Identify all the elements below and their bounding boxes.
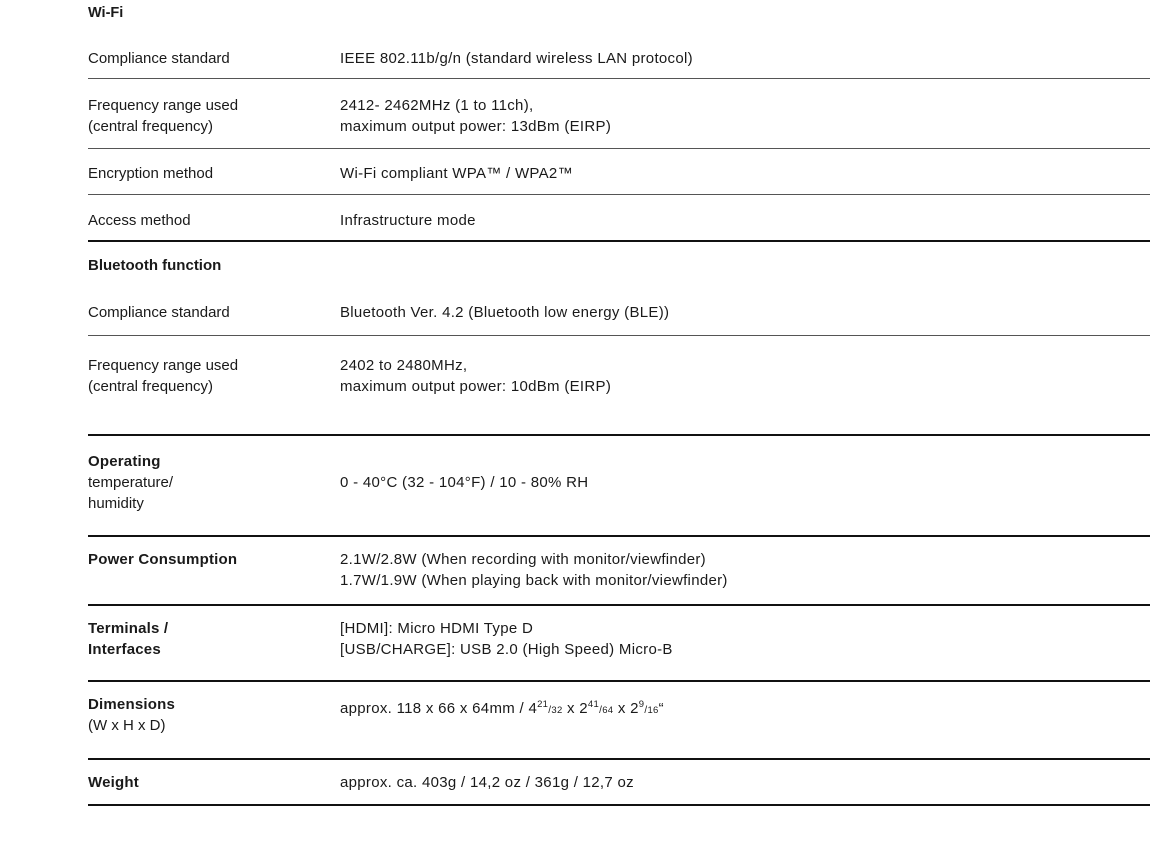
terminals-label — [88, 618, 328, 660]
operating-label-line1: temperature/ — [88, 474, 174, 491]
wifi-section-title: Wi-Fi — [88, 5, 124, 21]
dimensions-label-sub: (W x H x D) — [88, 717, 166, 734]
wifi-compliance-value: IEEE 802.11b/g/n (standard wireless LAN protocol) — [340, 50, 693, 67]
inch-mark: “ — [658, 700, 664, 717]
dimensions-label — [88, 694, 328, 736]
section-divider — [88, 240, 1150, 242]
section-divider — [88, 434, 1150, 436]
power-label: Power Consumption — [88, 551, 238, 568]
weight-label: Weight — [88, 774, 139, 791]
dimensions-prefix: approx. 118 x 66 x 64mm / 4 — [340, 700, 538, 717]
wifi-frequency-value-line1: 2412- 2462MHz (1 to 11ch), — [340, 97, 534, 114]
wifi-encryption-value: Wi-Fi compliant WPA™ / WPA2™ — [340, 165, 573, 182]
bluetooth-frequency-value-line1: 2402 to 2480MHz, — [340, 357, 468, 374]
section-divider — [88, 535, 1150, 537]
bluetooth-frequency-value — [340, 355, 1140, 397]
power-value-line1: 2.1W/2.8W (When recording with monitor/viewfinder) — [340, 551, 706, 568]
operating-value: 0 - 40°C (32 - 104°F) / 10 - 80% RH — [340, 474, 589, 491]
wifi-compliance-label: Compliance standard — [88, 50, 230, 67]
height-fraction-numerator: 41 — [587, 699, 600, 710]
dimensions-sep-2: x 2 — [613, 700, 639, 717]
section-divider — [88, 680, 1150, 682]
bluetooth-frequency-label — [88, 355, 328, 397]
row-divider — [88, 335, 1150, 336]
terminals-value-line2: [USB/CHARGE]: USB 2.0 (High Speed) Micro-B — [340, 641, 673, 658]
row-divider — [88, 78, 1150, 79]
power-value — [340, 549, 1140, 591]
bluetooth-frequency-label-line1: Frequency range used — [88, 357, 239, 374]
terminals-value — [340, 618, 1140, 660]
section-divider — [88, 804, 1150, 806]
row-divider — [88, 194, 1150, 195]
terminals-label-line2: Interfaces — [88, 641, 161, 658]
operating-label — [88, 451, 328, 514]
dimensions-label-title: Dimensions — [88, 696, 176, 713]
bluetooth-compliance-label: Compliance standard — [88, 304, 230, 321]
section-divider — [88, 758, 1150, 760]
wifi-frequency-value — [340, 95, 1140, 137]
dimensions-sep-1: x 2 — [562, 700, 588, 717]
bluetooth-compliance-value: Bluetooth Ver. 4.2 (Bluetooth low energy (BLE)) — [340, 304, 670, 321]
wifi-frequency-label-line1: Frequency range used — [88, 97, 239, 114]
row-divider — [88, 148, 1150, 149]
depth-fraction-denominator: 16 — [647, 705, 659, 716]
depth-fraction-numerator: 9 — [638, 699, 645, 710]
section-divider — [88, 604, 1150, 606]
width-fraction-numerator: 21 — [537, 699, 549, 710]
dimensions-value-text: approx. 118 x 66 x $64mm / 4^{21}/32$ x $2^{41}/64$ x $2^9/16“$ — [340, 699, 664, 717]
operating-label-line2: humidity — [88, 495, 144, 512]
weight-value: approx. ca. 403g / 14,2 oz / 361g / 12,7 oz — [340, 774, 634, 791]
terminals-value-line1: [HDMI]: Micro HDMI Type D — [340, 620, 534, 637]
wifi-frequency-label-line2: (central frequency) — [88, 118, 214, 135]
dimensions-value — [340, 694, 1140, 721]
height-fraction-denominator: 64 — [602, 705, 614, 716]
wifi-access-value: Infrastructure mode — [340, 212, 476, 229]
terminals-label-line1: Terminals / — [88, 620, 169, 637]
wifi-frequency-label — [88, 95, 328, 137]
bluetooth-frequency-value-line2: maximum output power: 10dBm (EIRP) — [340, 378, 612, 395]
wifi-encryption-label: Encryption method — [88, 165, 214, 182]
width-fraction-denominator: 32 — [551, 705, 563, 716]
bluetooth-frequency-label-line2: (central frequency) — [88, 378, 214, 395]
power-value-line2: 1.7W/1.9W (When playing back with monitor/viewfinder) — [340, 572, 728, 589]
wifi-access-label: Access method — [88, 212, 191, 229]
wifi-frequency-value-line2: maximum output power: 13dBm (EIRP) — [340, 118, 612, 135]
operating-label-title: Operating — [88, 453, 161, 470]
bluetooth-section-title: Bluetooth function — [88, 257, 222, 274]
spec-sheet — [88, 0, 1150, 855]
